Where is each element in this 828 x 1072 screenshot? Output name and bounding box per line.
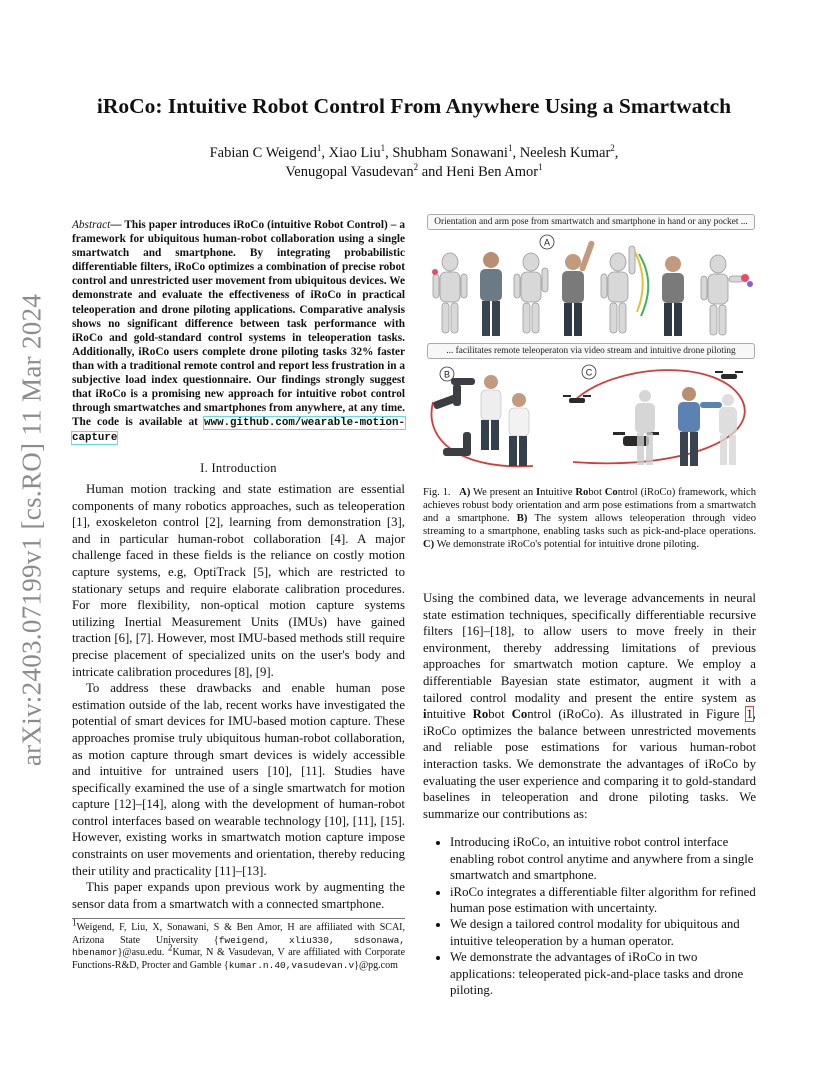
robot-figure: [701, 255, 743, 335]
list-item: • iRoCo integrates a differentiable filter algorithm for refined human pose estimation with uncertainty.: [450, 884, 756, 917]
list-item: • We demonstrate the advantages of iRoCo in two applications: teleoperated pick-and-place tasks and drone piloting.: [450, 949, 756, 998]
figure-panel-a-illustration: [423, 232, 756, 340]
robot-figure: [433, 253, 467, 333]
panel-a-label: A: [543, 237, 551, 248]
section-heading-introduction: I. Introduction: [200, 461, 277, 475]
author: Fabian C Weigend$^1$,: [209, 143, 329, 161]
author-list: [120, 144, 708, 182]
figure-banner-top: Orientation and arm pose from smartwatch and smartphone in hand or any pocket ...: [427, 214, 755, 230]
figure-1-caption: Fig. 1. A) We present an Intuitive Robot Control (iRoCo) framework, which achieves robust body orientation and arm pose estimations from a smartwatch and a smartphone. B) The system allows teleoperation through video streaming to a smartphone, enabling tasks such as pick-and-place operations. C) We demonstrate iRoCo's potential for intuitive drone piloting.: [423, 487, 757, 550]
figure-panels-b-c-illustration: [423, 362, 756, 474]
contribution-list: [423, 834, 756, 998]
author: Venugopal Vasudevan$^2$ and: [285, 162, 447, 180]
paper-title: iRoCo: Intuitive Robot Control From Anywhere Using a Smartwatch: [96, 94, 732, 118]
introduction-body: [72, 481, 405, 912]
human-figure: [481, 375, 529, 466]
abstract-label: Abstract: [72, 219, 111, 231]
list-item: • We design a tailored control modality for ubiquitous and intuitive teleoperation by a human operator.: [450, 916, 756, 949]
author: Heni Ben Amor$^1$: [446, 162, 543, 180]
human-figure: [480, 252, 502, 336]
motion-dots: [747, 281, 753, 287]
arxiv-identifier: [12, 270, 52, 790]
human-figure: [662, 256, 684, 336]
author-line-1: [120, 144, 708, 163]
paragraph: This paper expands upon previous work by augmenting the sensor data from a smartwatch with a connected smartphone.: [72, 880, 405, 911]
right-column-body: [423, 590, 756, 998]
motion-dots: [432, 269, 438, 275]
arxiv-id-text: arXiv:2403.07199v1 [cs.RO] 11 Mar 2024: [16, 293, 47, 767]
robot-arm: [432, 378, 475, 456]
paragraph: To address these drawbacks and enable human pose estimation outside of the lab, recent works have investigated the potential of smart devices for IMU-based motion capture. These approaches promise truly ubiquitous human-robot collaboration, as motion capture through smart devices is widely accessible and intuitive for untrained users [10], [11]. Studies have specifically examined the use of a single smartwatch for motion capture [12]–[14], along with the development of human-robot control interfaces based on wearable technology [10], [11], [15]. However, existing works in smartwatch motion capture impose constraints on user movements and orientation, thereby reducing their utility and practicality [11]–[13].: [72, 681, 405, 878]
list-item: • Introducing iRoCo, an intuitive robot control interface enabling robot control anytime and anywhere from a single smartwatch and smartphone.: [450, 834, 756, 883]
figure-1: [423, 212, 756, 475]
figure-1-reference-link[interactable]: 1: [746, 707, 753, 722]
author: Neelesh Kumar$^2$,: [519, 143, 619, 161]
author: Xiao Liu$^1$,: [328, 143, 393, 161]
human-figure: [562, 240, 595, 336]
human-ghost-figure: [635, 390, 655, 465]
figure-banner-middle: ... facilitates remote teleoperaton via video stream and intuitive drone piloting: [427, 343, 755, 359]
author-emails: fweigend, xliu330, sdsonawa, hbenamor: [72, 934, 405, 958]
author-emails: kumar.n.40,vasudevan.v: [228, 959, 355, 971]
paragraph: Human motion tracking and state estimation are essential components of many robotics approaches, such as teleoperation [1], exoskeleton control [2], learning from demonstration [3], and in particular human-robot collaboration [4]. A major challenge faced in these fields is the reliance on costly motion capture systems, e.g, OptiTrack [5], which are restricted to stationary setups and require elaborate calibration procedures. For more flexibility, non-optical motion capture systems utilizing Inertial Measurement Units (IMUs) have gained traction [6], [7]. However, most IMU-based methods still require precise placement of specialized units on the user's body and intricate calibration procedures [8], [9].: [72, 482, 405, 679]
panel-b-label: B: [443, 369, 451, 380]
author-line-2: [120, 163, 708, 182]
drone: [563, 395, 591, 403]
robot-figure: [514, 253, 548, 333]
human-figure: [678, 387, 722, 466]
affiliation-footnote: $^1$Weigend, F, Liu, X, Sonawani, S & Ben Amor, H are affiliated with SCAI, Arizona State University {fweigend, xliu330, sdsonawa, hbenamor}@asu.edu. $^2$Kumar, N & Vasudevan, V are affiliated with Corporate Functions-R&D, Procter and Gamble {kumar.n.40,vasudevan.v}@pg.com: [72, 917, 406, 971]
panel-c-label: C: [585, 367, 593, 378]
author: Shubham Sonawani$^1$,: [392, 143, 520, 161]
motion-dots: [741, 274, 749, 282]
drone-flight-path: [573, 367, 745, 463]
abstract: [72, 218, 405, 446]
abstract-text: — This paper introduces iRoCo (intuitive Robot Control) – a framework for ubiquitous human-robot collaboration using a single smartwatch and smartphone. By integrating probabilistic differentiable filters, iRoCo optimizes a combination of precise robot control and unrestricted user movement from ubiquitous devices. We demonstrate and evaluate the effectiveness of iRoCo in practical teleoperation and drone piloting applications. Comparative analysis shows no significant difference between task performance with iRoCo and gold-standard control systems in teleoperation tasks. Additionally, iRoCo users complete drone piloting tasks 32% faster than with a traditional remote control and report less frustration in a subjective load index questionnaire. Our findings strongly suggest that iRoCo is a promising new approach for intuitive robot control through smartwatches and smartphones from anywhere, at any time. The code is available at: [72, 219, 405, 429]
code-repository-link[interactable]: www.github.com/wearable-motion-capture: [72, 417, 405, 445]
robot-figure: [601, 246, 635, 333]
paragraph: Using the combined data, we leverage advancements in neural state estimation techniques, specifically differentiable recursive filters [16]–[18], to allow users to move freely in their environment, thereby addressing limitations of previous approaches for smartwatch motion capture. We employ a differentiable Bayesian state estimator, augment it with a tailored control modality and present the entire system as intuitive Robot Control (iRoCo). As illustrated in Figure 1, iRoCo optimizes the balance between unrestricted movements and reliable pose estimations for various human-robot interaction tasks. We demonstrate the advantages of iRoCo by evaluating the user experience and comparing it to gold-standard baselines in teleoperation and drone piloting tasks. We summarize our contributions as:: [423, 591, 756, 821]
drone: [715, 371, 743, 379]
